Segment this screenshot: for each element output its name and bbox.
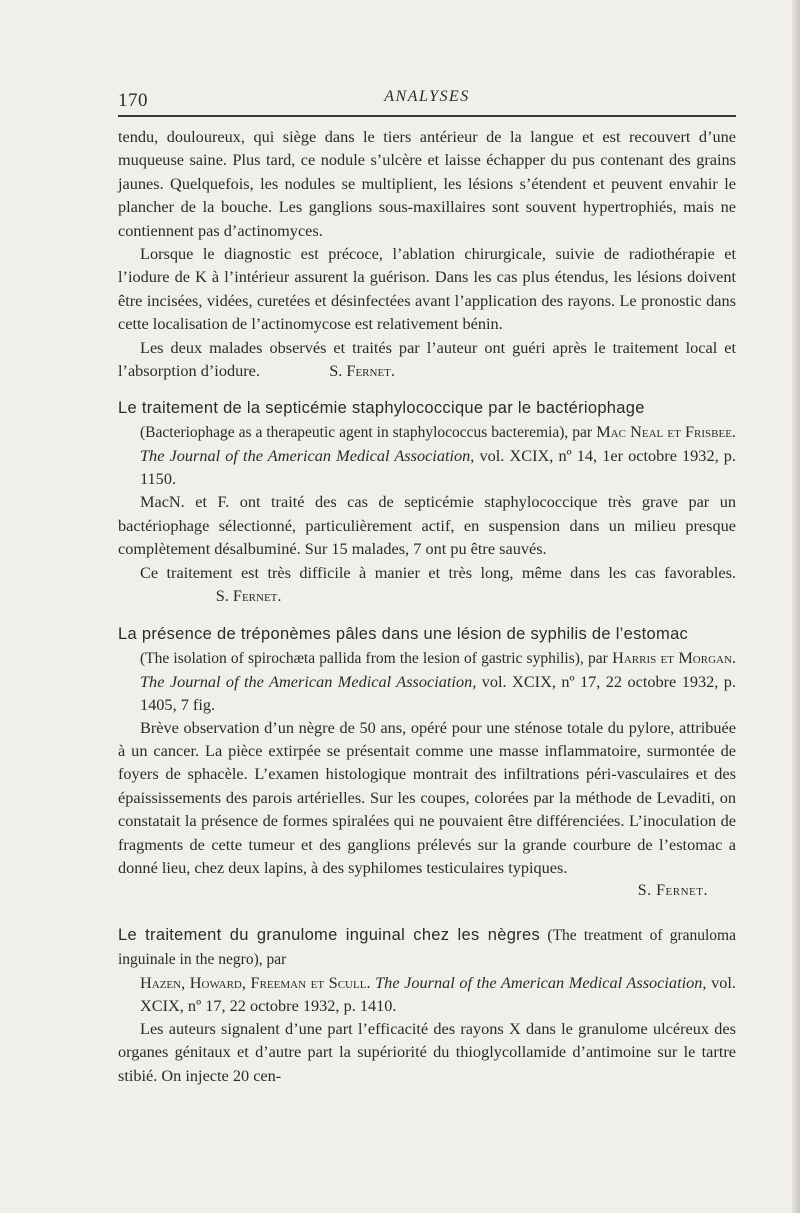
intro-paragraph-3 bbox=[118, 336, 736, 383]
intro-paragraph-1: tendu, douloureux, qui siège dans le tiers antérieur de la langue et est recouvert d’une muqueuse saine. Plus tard, ce nodule s’ulcère et laisse échapper du pus contenant des grains jaunes. Quelquefois, les nodules se multiplient, les lésions s’étendent et peuvent envahir le plancher de la bouche. Les ganglions sous-maxillaires sont souvent hypertrophiés, mais ne contiennent pas d’actinomyces. bbox=[118, 127, 736, 240]
spacer bbox=[118, 608, 736, 616]
article-heading bbox=[118, 396, 736, 490]
reference-text: (Bacteriophage as a therapeutic agent in staphylococcus bacteremia), par bbox=[140, 424, 593, 442]
article bbox=[118, 923, 736, 1087]
article-paragraph-text: Ce traitement est très difficile à manier et très long, même dans les cas favorables. bbox=[140, 562, 736, 582]
signature: S. Fernet. bbox=[637, 882, 708, 900]
reference-volume: vol. XCIX, nº 17, 22 octobre 1932, p. 1405, 7 fig. bbox=[140, 671, 736, 714]
intro-paragraph-2: Lorsque le diagnostic est précoce, l’ablation chirurgicale, suivie de radiothérapie et l’iodure de K à l’intérieur assurent la guérison. Dans les cas plus étendus, les lésions doivent être incisées, vidées, curetées et désinfectées avant l’application des rayons. Le pronostic dans cette localisation de l’actinomycose est relativement bénin. bbox=[118, 244, 736, 334]
intro-paragraph-3-text: Les deux malades observés et traités par l’auteur ont guéri après le traitement local et l’absorption d’iodure. bbox=[118, 337, 736, 381]
spacer bbox=[118, 382, 736, 390]
article bbox=[118, 396, 736, 607]
journal-title: The Journal of the American Medical Association, bbox=[375, 972, 707, 992]
journal-title: The Journal of the American Medical Association, bbox=[140, 671, 477, 691]
header-rule bbox=[118, 115, 736, 117]
article-authors: Hazen, Howard, Freeman et Scull. bbox=[140, 972, 371, 992]
article-authors: Mac Neal et Frisbee. bbox=[596, 422, 736, 442]
article bbox=[118, 622, 736, 903]
page-number: 170 bbox=[118, 90, 148, 111]
spacer bbox=[118, 903, 736, 917]
article-reference bbox=[118, 420, 736, 490]
article-paragraph: MacN. et F. ont traité des cas de septicémie staphylococcique très grave par un bactériophage sélectionné, particulièrement actif, en suspension dans un milieu presque complètement désalbuminé. Sur 15 malades, 7 ont pu être sauvés. bbox=[118, 492, 736, 559]
reference-volume: vol. XCIX, nº 14, 1er octobre 1932, p. 1150. bbox=[140, 446, 736, 489]
signature: S. Fernet. bbox=[329, 361, 395, 381]
article-heading bbox=[118, 622, 736, 716]
reference-text: (The isolation of spirochæta pallida from the lesion of gastric syphilis), par bbox=[140, 649, 608, 667]
page-header bbox=[118, 86, 736, 114]
article-reference bbox=[118, 971, 736, 1017]
article-title: La présence de tréponèmes pâles dans une lésion de syphilis de l’estomac bbox=[118, 624, 689, 643]
reference-text: (The treatment of granuloma inguinale in the negro), par bbox=[118, 926, 736, 968]
journal-title: The Journal of the American Medical Association, bbox=[140, 446, 475, 466]
article-paragraph bbox=[118, 561, 736, 608]
page-edge-shadow bbox=[792, 0, 800, 1213]
page-content bbox=[118, 125, 736, 1087]
signature: S. Fernet. bbox=[215, 586, 282, 606]
reference-volume: vol. XCIX, nº 17, 22 octobre 1932, p. 1410. bbox=[140, 972, 736, 1015]
running-head: ANALYSES bbox=[384, 88, 470, 105]
article-heading bbox=[118, 923, 736, 1017]
article-paragraph: Brève observation d’un nègre de 50 ans, opéré pour une sténose totale du pylore, attribuée à un cancer. La pièce extirpée se présentait comme une masse inflammatoire, surmontée de foyers de sphacèle. L’examen histologique montrait des infiltrations péri-vasculaires et des épaississements des parois artérielles. Sur les coupes, colorées par la méthode de Levaditi, on constatait la présence de formes spiralées qui ne pouvaient être différenciées. L’inoculation de fragments de cette tumeur et des ganglions prélevés sur la grande courbure de l’estomac a donné lieu, chez deux lapins, à des syphilomes testiculaires typiques. bbox=[118, 717, 736, 877]
article-title: Le traitement du granulome inguinal chez les nègres bbox=[118, 925, 540, 944]
article-paragraph: Les auteurs signalent d’une part l’efficacité des rayons X dans le granulome ulcéreux des organes génitaux et d’autre part la supériorité du thioglycollamide d’antimoine sur le tartre stibié. On injecte 20 cen- bbox=[118, 1018, 736, 1085]
article-authors: Harris et Morgan. bbox=[612, 647, 736, 667]
article-reference bbox=[118, 646, 736, 716]
article-title: Le traitement de la septicémie staphylococcique par le bactériophage bbox=[118, 399, 645, 418]
